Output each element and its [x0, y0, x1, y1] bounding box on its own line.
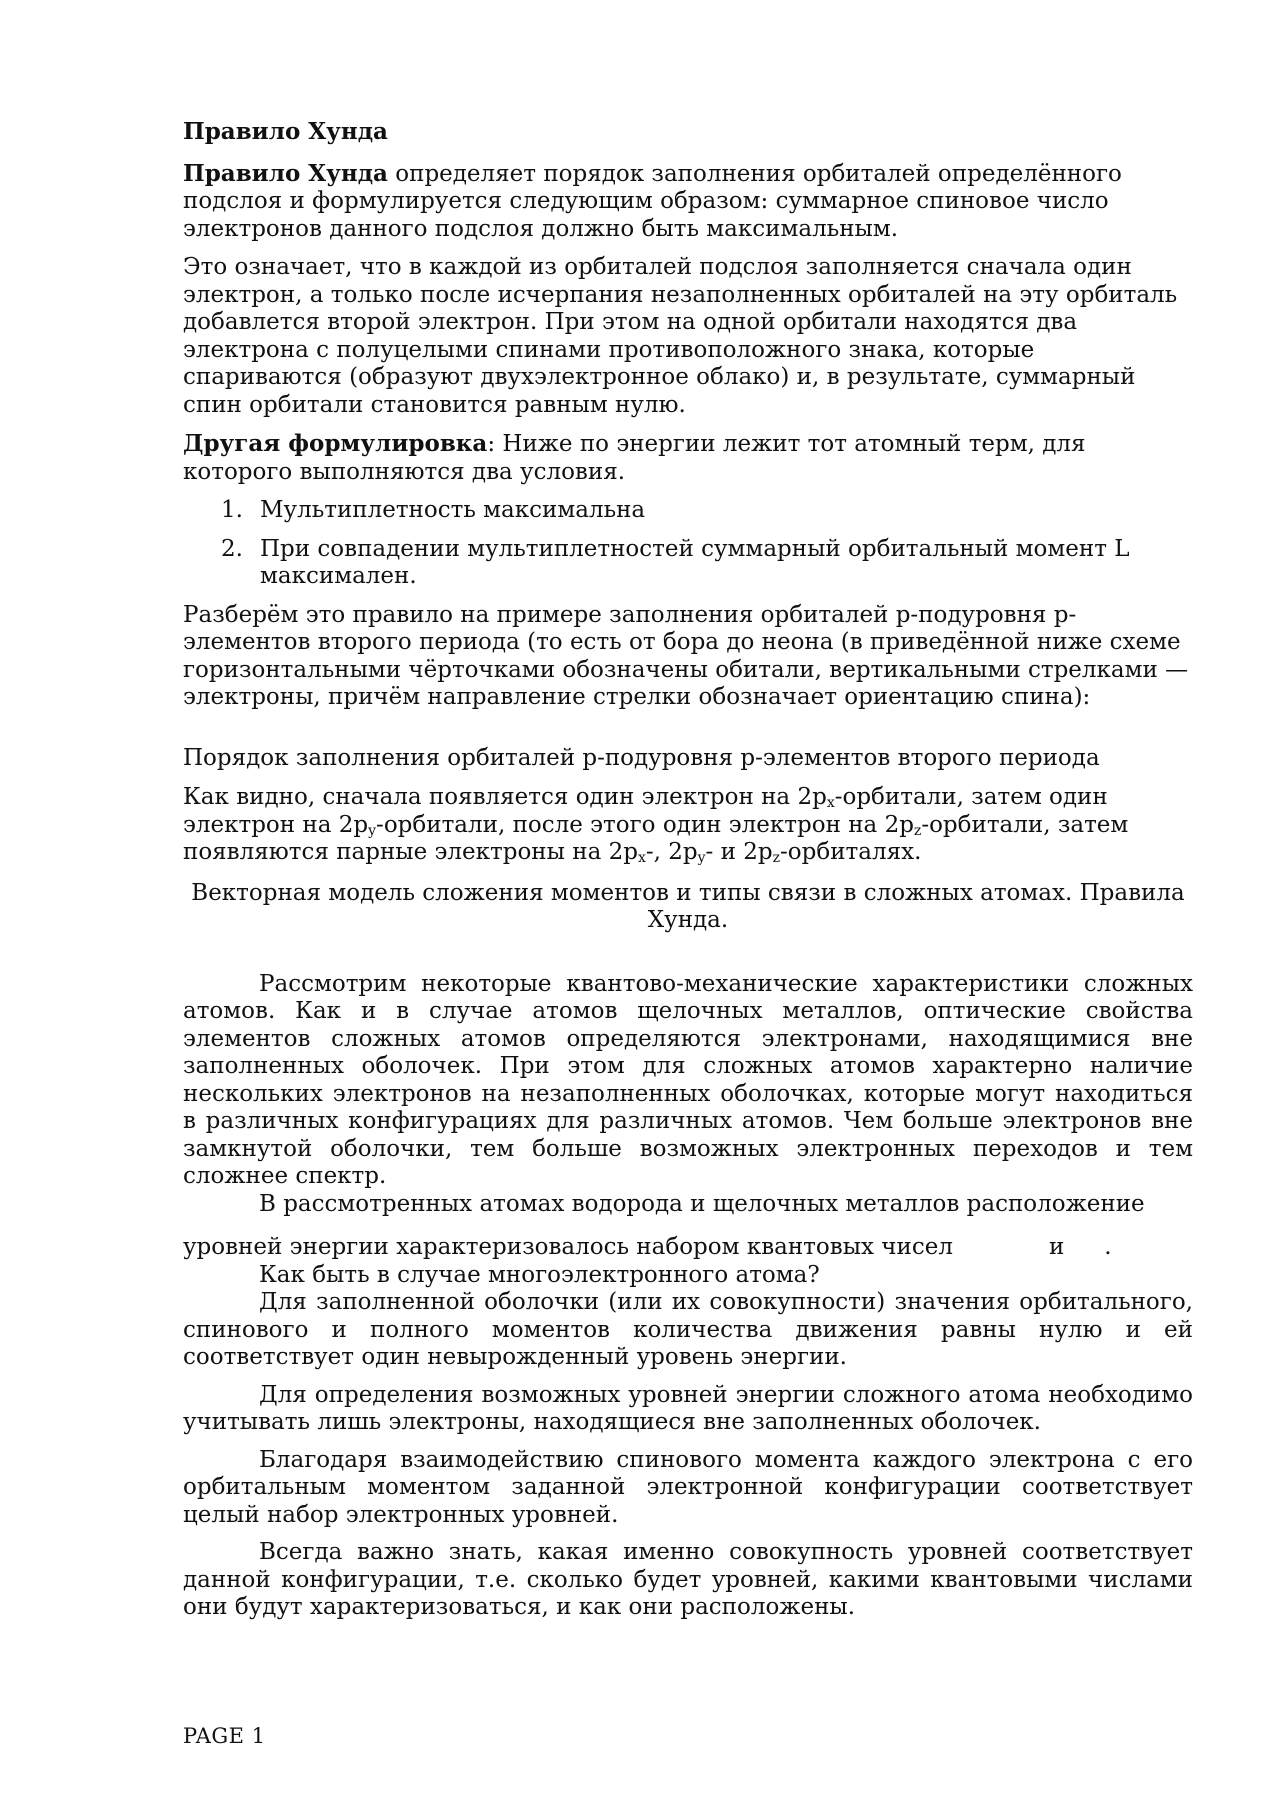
figure-caption: Порядок заполнения орбиталей p-подуровня p-элементов второго периода — [183, 744, 1100, 771]
body-paragraph-6: Благодаря взаимодействию спинового момента каждого электрона с его орбитальным моментом заданной электронной конфигурации соответствует целый набор электронных уровней. — [183, 1446, 1193, 1528]
alt-formulation-text: : Ниже по энергии лежит тот атомный терм, для которого выполняются два условия. — [183, 431, 1086, 485]
list-item-text: При совпадении мультиплетностей суммарный орбитальный момент L максимален. — [260, 535, 1130, 589]
section-title: Векторная модель сложения моментов и типы связи в сложных атомах. Правила Хунда. — [191, 879, 1185, 933]
subscript-y: y — [697, 850, 706, 866]
subscript-z: z — [772, 850, 781, 866]
explanation-paragraph: Это означает, что в каждой из орбиталей подслоя заполняется сначала один электрон, а только после исчерпания незаполненных орбиталей на эту орбиталь добавлется второй электрон. При этом на одной орбитали находятся два электрона с полуцелыми спинами противоположного знака, которые спариваются (образуют двухэлектронное облако) и, в результате, суммарный спин орбитали становится равным нулю. — [183, 254, 1178, 418]
body-paragraph-3: Как быть в случае многоэлектронного атома? — [259, 1261, 820, 1288]
subscript-x: x — [637, 850, 646, 866]
conjunction-text: и — [1048, 1234, 1065, 1260]
body-paragraph-4: Для заполненной оболочки (или их совокупности) значения орбитального, спинового и полного моментов количества движения равны нулю и ей соответствует один невырожденный уровень энергии. — [183, 1289, 1193, 1370]
order-text-3: -орбитали, после этого один электрон на 2p — [376, 811, 914, 838]
document-title: Правило Хунда — [183, 118, 388, 145]
subscript-y: y — [368, 822, 377, 839]
order-text-5: -, 2p — [645, 839, 698, 865]
body-paragraph-5: Для определения возможных уровней энергии сложного атома необходимо учитывать лишь электроны, находящиеся вне заполненных оболочек. — [183, 1381, 1193, 1435]
body-paragraph-2a: В рассмотренных атомах водорода и щелочных металлов расположение — [259, 1190, 1145, 1217]
list-item — [183, 536, 1193, 591]
conditions-list — [183, 497, 1193, 591]
page-footer — [183, 1724, 266, 1748]
subscript-x: x — [826, 795, 835, 811]
list-item-text: Мультиплетность максимальна — [260, 497, 646, 523]
intro-bold-term: Правило Хунда — [183, 159, 388, 187]
intro-text: определяет порядок заполнения орбиталей определённого подслоя и формулируется следующим образом: суммарное спиновое число электронов данного подслоя должно быть максимальным. — [183, 160, 1122, 242]
order-text-4: -орбитали, затем появляются парные электроны на 2p — [183, 811, 1129, 865]
period-text: . — [1104, 1234, 1112, 1260]
order-paragraph — [183, 784, 1193, 867]
footer-label: PAGE — [183, 1724, 245, 1748]
order-text-1: Как видно, сначала появляется один электрон на 2p — [183, 784, 827, 810]
body-paragraph-2b — [183, 1234, 1193, 1262]
subscript-z: z — [913, 822, 922, 839]
body-paragraph-7: Всегда важно знать, какая именно совокупность уровней соответствует данной конфигурации, т.е. сколько будет уровней, какими квантовыми числами они будут характеризоваться, и как они расположены. — [183, 1539, 1193, 1620]
order-text-2: -орбитали, затем один электрон на 2p — [183, 784, 1108, 838]
page-number: 1 — [251, 1724, 266, 1748]
list-item — [183, 497, 1193, 525]
list-item-number: 2. — [221, 535, 243, 562]
order-text-6: - и 2p — [705, 839, 773, 865]
body-paragraph-1: Рассмотрим некоторые квантово-механические характеристики сложных атомов. Как и в случае атомов щелочных металлов, оптические свойства элементов сложных атомов определяются электронами, находящимися вне заполненных оболочек. При этом для сложных атомов характерно наличие нескольких электронов на незаполненных оболочках, которые могут находиться в различных конфигурациях для различных атомов. Чем больше электронов вне замкнутой оболочки, тем больше возможных электронных переходов и тем сложнее спектр. — [183, 970, 1193, 1189]
intro-paragraph — [183, 160, 1193, 244]
document-page — [183, 118, 1193, 1622]
order-text-7: -орбиталях. — [780, 839, 922, 865]
list-item-number: 1. — [221, 497, 243, 523]
alt-formulation-bold: Другая формулировка — [183, 430, 488, 457]
quantum-numbers-text: уровней энергии характеризовалось набором квантовых чисел — [183, 1234, 953, 1260]
alt-formulation-paragraph — [183, 430, 1193, 486]
example-paragraph: Разберём это правило на примере заполнения орбиталей p-подуровня p-элементов второго периода (то есть от бора до неона (в приведённой ниже схеме горизонтальными чёрточками обозначены обитали, вертикальными стрелками — электроны, причём направление стрелки обозначает ориентацию спина): — [183, 601, 1189, 710]
